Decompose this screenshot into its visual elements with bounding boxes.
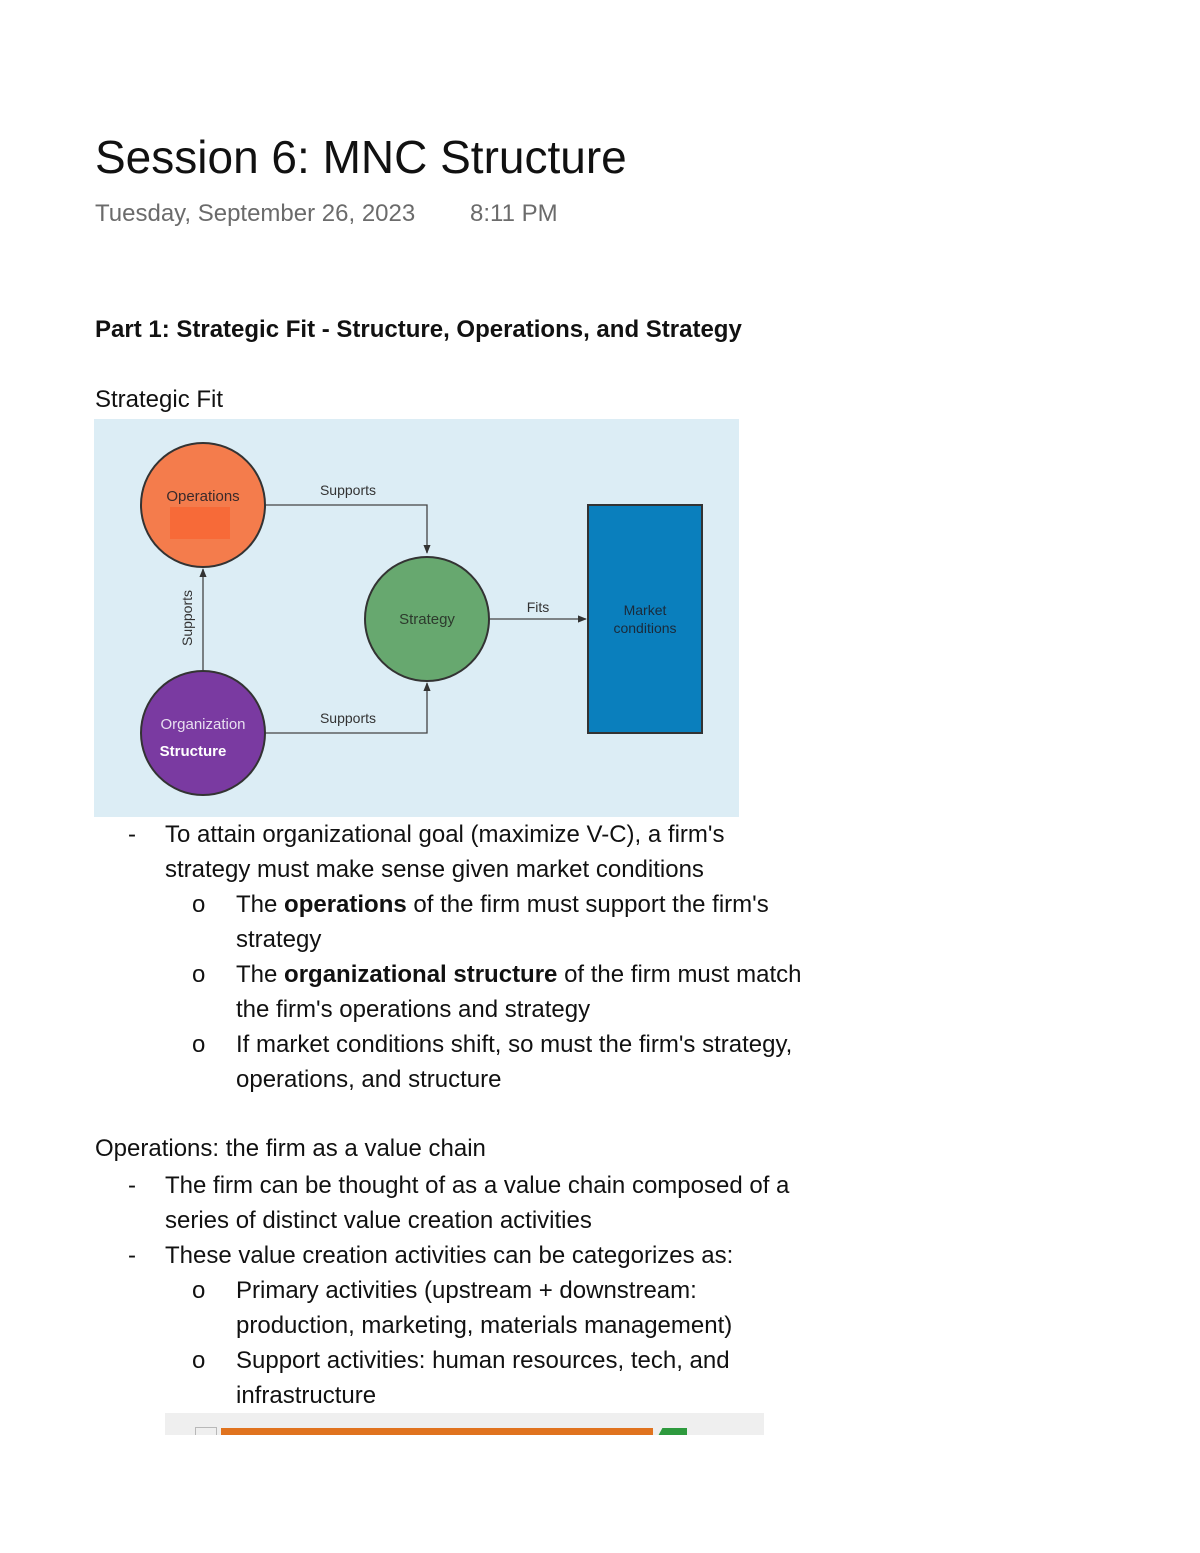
list-item-text [236, 891, 769, 953]
list-item [95, 817, 815, 887]
note-date: Tuesday, September 26, 2023 [95, 200, 416, 227]
dash-bullet: - [128, 821, 136, 848]
operations-node [141, 443, 265, 567]
circle-bullet: o [192, 1347, 206, 1374]
bold-term: operations [284, 891, 407, 918]
operations-list [95, 1168, 815, 1413]
part1-heading: Part 1: Strategic Fit - Structure, Operations, and Strategy [95, 316, 742, 343]
text-segment: The [236, 961, 285, 988]
margin-arrow-shape [657, 1428, 687, 1435]
list-item-text: If market conditions shift, so must the firm's strategy, operations, and structure [236, 1031, 793, 1093]
organization-label-line1: Organization [160, 716, 246, 733]
list-item [95, 1273, 815, 1343]
dash-bullet: - [128, 1242, 136, 1269]
market-label-line2: conditions [613, 620, 677, 636]
list-item-text: Primary activities (upstream + downstream: production, marketing, materials management) [236, 1277, 733, 1339]
list-item-text: The firm can be thought of as a value chain composed of a series of distinct value creation activities [165, 1172, 790, 1234]
market-label-line1: Market [623, 602, 667, 618]
list-item [95, 957, 815, 1027]
list-item-text: Support activities: human resources, tech, and infrastructure [236, 1347, 730, 1409]
operations-label: Operations [166, 488, 240, 505]
list-item [95, 887, 815, 957]
list-item-text [236, 961, 801, 1023]
circle-bullet: o [192, 891, 206, 918]
list-item [95, 1238, 815, 1273]
circle-bullet: o [192, 1277, 206, 1304]
list-item [95, 1027, 815, 1097]
strategic-fit-list [95, 817, 815, 1097]
strategic-fit-label: Strategic Fit [95, 386, 224, 413]
strategy-label: Strategy [399, 611, 455, 628]
support-activities-bar [221, 1428, 653, 1435]
circle-bullet: o [192, 961, 206, 988]
page-title: Session 6: MNC Structure [95, 131, 627, 183]
operations-highlight [170, 507, 230, 539]
organization-node [141, 671, 265, 795]
text-segment: of the firm must match the firm's operations and strategy [236, 961, 802, 1023]
list-item-text: These value creation activities can be categorizes as: [165, 1242, 734, 1269]
list-item-text: To attain organizational goal (maximize V-C), a firm's strategy must make sense given market conditions [165, 821, 725, 883]
text-segment: of the firm must support the firm's strategy [236, 891, 769, 953]
operations-label: Operations: the firm as a value chain [95, 1135, 486, 1162]
strategic-fit-diagram [94, 419, 739, 817]
text-segment: The [236, 891, 285, 918]
supports-top-label: Supports [319, 482, 377, 498]
bold-term: organizational structure [284, 961, 558, 988]
image-frame-shape [195, 1427, 217, 1435]
note-time: 8:11 PM [470, 200, 558, 227]
supports-bottom-label: Supports [319, 710, 377, 726]
list-item [95, 1168, 815, 1238]
fits-label: Fits [526, 599, 550, 615]
dash-bullet: - [128, 1172, 136, 1199]
value-chain-image [165, 1413, 764, 1435]
supports-left-label: Supports [179, 589, 195, 647]
organization-label-line2: Structure [159, 743, 227, 760]
circle-bullet: o [192, 1031, 206, 1058]
list-item [95, 1343, 815, 1413]
market-conditions-node [588, 505, 702, 733]
